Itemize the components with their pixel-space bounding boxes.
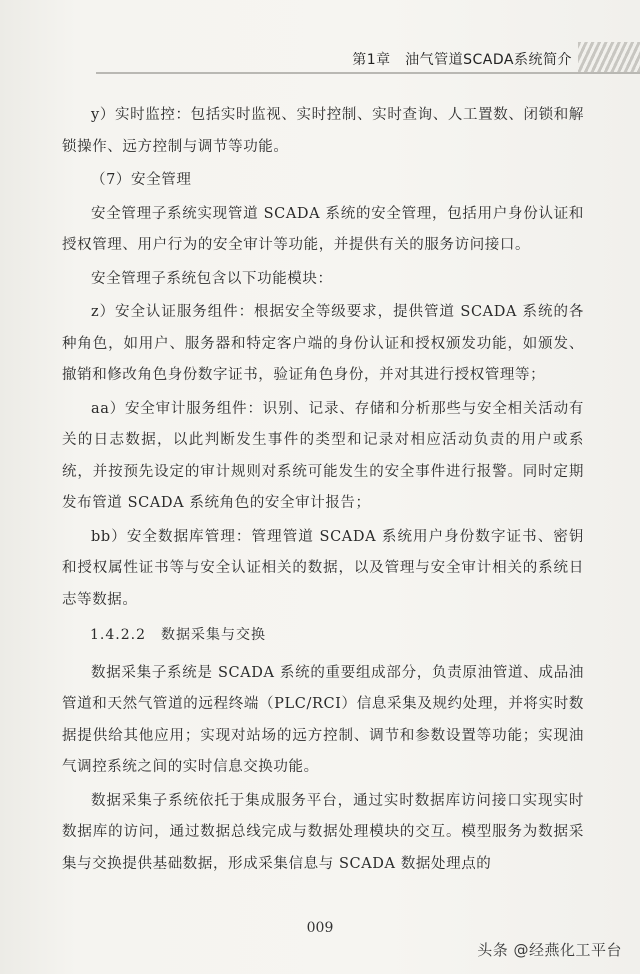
chapter-title: 第1章 油气管道SCADA系统简介: [352, 52, 572, 68]
section-heading: 1.4.2.2 数据采集与交换: [90, 627, 266, 643]
paragraph-audit-service: aa）安全审计服务组件：识别、记录、存储和分析那些与安全相关活动有关的日志数据，以此判断发生事件的类型和记录对相应活动负责的用户或系统，并按预先设定的审计规则对系统可能发生的安全事件进行报警。同时定期发布管道 SCADA 系统角色的安全审计报告；: [62, 400, 584, 511]
paragraph-modules-intro: 安全管理子系统包含以下功能模块：: [91, 270, 333, 287]
paragraph-security-db: bb）安全数据库管理：管理管道 SCADA 系统用户身份数字证书、密钥和授权属性证书等与安全认证相关的数据，以及管理与安全审计相关的系统日志等数据。: [62, 528, 584, 608]
page-body: [62, 100, 584, 880]
header-rule: [96, 72, 640, 74]
heading-security-management: （7）安全管理: [91, 172, 192, 188]
page-number: 009: [306, 920, 334, 936]
paragraph-security-intro: 安全管理子系统实现管道 SCADA 系统的安全管理，包括用户身份认证和授权管理、用户行为的安全审计等功能，并提供有关的服务访问接口。: [62, 205, 584, 253]
paragraph-data-acquisition: 数据采集子系统是 SCADA 系统的重要组成部分，负责原油管道、成品油管道和天然气管道的远程终端（PLC/RCI）信息采集及规约处理，并将实时数据提供给其他应用；实现对站场的远方控制、调节和参数设置等功能；实现油气调控系统之间的实时信息交换功能。: [62, 664, 584, 775]
running-header: [0, 40, 640, 74]
watermark: 头条 @经燕化工平台: [477, 941, 622, 959]
paragraph-realtime-monitoring: y）实时监控：包括实时监视、实时控制、实时查询、人工置数、闭锁和解锁操作、远方控制与调节等功能。: [62, 107, 584, 155]
paragraph-auth-service: z）安全认证服务组件：根据安全等级要求，提供管道 SCADA 系统的各种角色，如用户、服务器和特定客户端的身份认证和授权颁发功能，如颁发、撤销和修改角色身份数字证书，验证角色身份，并对其进行授权管理等；: [62, 304, 584, 383]
paragraph-data-platform: 数据采集子系统依托于集成服务平台，通过实时数据库访问接口实现实时数据库的访问，通过数据总线完成与数据处理模块的交互。模型服务为数据采集与交换提供基础数据，形成采集信息与 SCADA 数据处理点的: [62, 792, 584, 872]
header-decoration: [578, 42, 640, 72]
